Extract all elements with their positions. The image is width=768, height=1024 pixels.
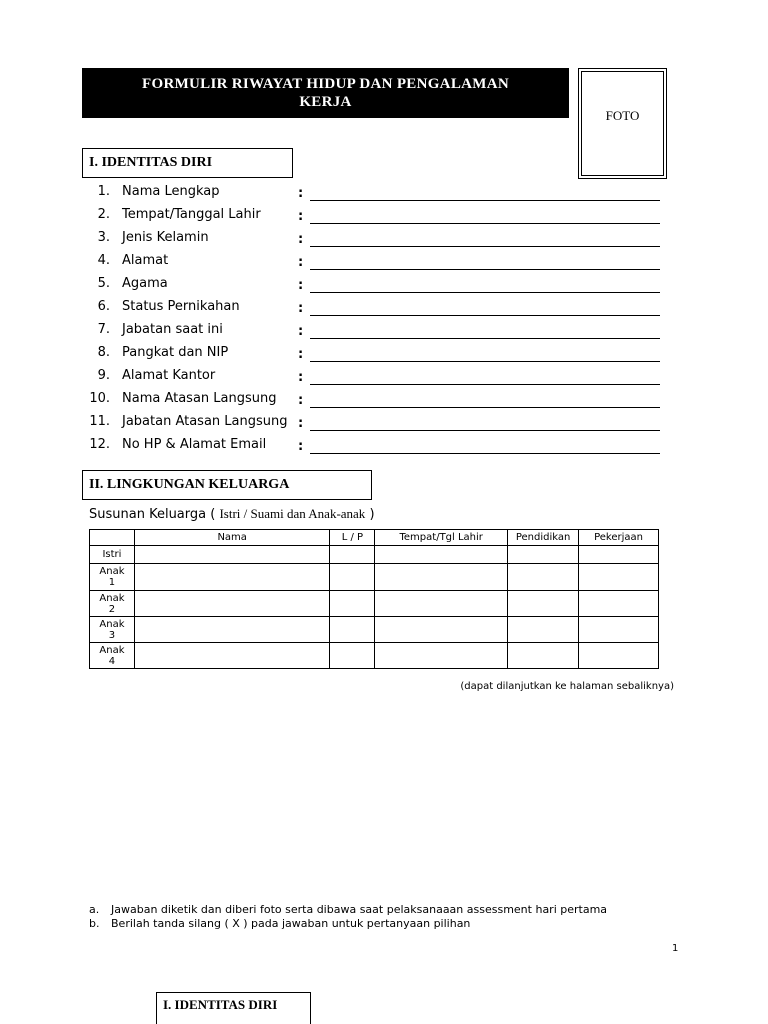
section-lingkungan-keluarga-heading: II. LINGKUNGAN KELUARGA bbox=[82, 470, 372, 500]
family-table-row bbox=[90, 564, 659, 591]
field-colon: : bbox=[298, 416, 304, 431]
family-table-cell[interactable] bbox=[508, 564, 579, 591]
footnote-mark: b. bbox=[89, 917, 100, 930]
footnote-item bbox=[89, 917, 470, 930]
photo-box bbox=[578, 68, 667, 179]
field-number: 10. bbox=[89, 391, 110, 406]
family-table-header-cell: L / P bbox=[330, 530, 375, 546]
field-label: Nama Atasan Langsung bbox=[122, 391, 277, 406]
field-answer-line[interactable] bbox=[310, 453, 660, 454]
field-number: 2. bbox=[97, 207, 110, 222]
family-table-cell[interactable] bbox=[579, 643, 659, 669]
family-table-cell[interactable] bbox=[375, 564, 508, 591]
family-table-body bbox=[90, 546, 659, 669]
field-number: 4. bbox=[97, 253, 110, 268]
family-table-cell[interactable] bbox=[330, 617, 375, 643]
field-number: 5. bbox=[97, 276, 110, 291]
family-member-label bbox=[90, 643, 135, 669]
family-table-cell[interactable] bbox=[330, 591, 375, 617]
family-table-cell[interactable] bbox=[579, 591, 659, 617]
identity-field-row bbox=[88, 322, 660, 345]
field-answer-line[interactable] bbox=[310, 315, 660, 316]
family-table-cell[interactable] bbox=[330, 546, 375, 564]
family-table-cell[interactable] bbox=[330, 643, 375, 669]
family-table-row bbox=[90, 617, 659, 643]
field-answer-line[interactable] bbox=[310, 269, 660, 270]
family-table-cell[interactable] bbox=[508, 591, 579, 617]
family-member-type: Istri bbox=[102, 549, 122, 560]
family-table-cell[interactable] bbox=[134, 546, 330, 564]
field-answer-line[interactable] bbox=[310, 338, 660, 339]
continue-note: (dapat dilanjutkan ke halaman sebaliknya) bbox=[460, 681, 674, 692]
field-colon: : bbox=[298, 232, 304, 247]
family-table-cell[interactable] bbox=[134, 617, 330, 643]
family-member-type: Anak bbox=[99, 618, 125, 630]
family-table-row bbox=[90, 591, 659, 617]
family-table-header bbox=[90, 530, 659, 546]
family-table-cell[interactable] bbox=[134, 643, 330, 669]
family-table-cell[interactable] bbox=[375, 617, 508, 643]
family-table-cell[interactable] bbox=[134, 591, 330, 617]
family-member-index: 4 bbox=[108, 655, 116, 667]
family-table-cell[interactable] bbox=[508, 546, 579, 564]
family-member-label bbox=[90, 617, 135, 643]
family-member-label bbox=[90, 591, 135, 617]
field-answer-line[interactable] bbox=[310, 223, 660, 224]
identity-field-row bbox=[88, 184, 660, 207]
field-answer-line[interactable] bbox=[310, 361, 660, 362]
family-table-cell[interactable] bbox=[579, 546, 659, 564]
family-member-type: Anak bbox=[99, 566, 125, 577]
field-number: 11. bbox=[89, 414, 110, 429]
field-label: Tempat/Tanggal Lahir bbox=[122, 207, 261, 222]
field-colon: : bbox=[298, 347, 304, 362]
identity-field-row bbox=[88, 230, 660, 253]
field-number: 6. bbox=[97, 299, 110, 314]
next-page-identitas-diri-heading: I. IDENTITAS DIRI bbox=[156, 992, 311, 1024]
form-title-line1: FORMULIR RIWAYAT HIDUP DAN PENGALAMAN bbox=[142, 76, 509, 92]
field-colon: : bbox=[298, 439, 304, 454]
field-colon: : bbox=[298, 393, 304, 408]
family-member-index: 1 bbox=[108, 577, 116, 588]
section-identitas-diri-heading: I. IDENTITAS DIRI bbox=[82, 148, 293, 178]
family-member-index: 3 bbox=[108, 629, 116, 641]
family-table-row bbox=[90, 643, 659, 669]
identity-field-row bbox=[88, 276, 660, 299]
family-table-cell[interactable] bbox=[508, 643, 579, 669]
field-answer-line[interactable] bbox=[310, 200, 660, 201]
field-answer-line[interactable] bbox=[310, 407, 660, 408]
family-member-label bbox=[90, 546, 135, 564]
family-table-cell[interactable] bbox=[375, 546, 508, 564]
field-colon: : bbox=[298, 209, 304, 224]
identity-field-row bbox=[88, 414, 660, 437]
field-number: 7. bbox=[97, 322, 110, 337]
field-label: Jenis Kelamin bbox=[122, 230, 209, 245]
field-label: Nama Lengkap bbox=[122, 184, 220, 199]
field-colon: : bbox=[298, 370, 304, 385]
field-answer-line[interactable] bbox=[310, 430, 660, 431]
page-number: 1 bbox=[672, 943, 679, 954]
identity-field-row bbox=[88, 368, 660, 391]
identity-field-row bbox=[88, 345, 660, 368]
family-table-cell[interactable] bbox=[375, 643, 508, 669]
footnote-text: Jawaban diketik dan diberi foto serta dibawa saat pelaksanaaan assessment hari pertama bbox=[111, 903, 608, 916]
family-member-index: 2 bbox=[108, 603, 116, 615]
form-title bbox=[82, 68, 569, 118]
identity-field-row bbox=[88, 391, 660, 414]
field-answer-line[interactable] bbox=[310, 246, 660, 247]
field-label: Jabatan Atasan Langsung bbox=[122, 414, 288, 429]
photo-label: FOTO bbox=[605, 108, 640, 123]
family-member-type: Anak bbox=[99, 592, 125, 604]
identity-field-row bbox=[88, 207, 660, 230]
family-subtitle-serif: Istri / Suami dan Anak-anak bbox=[219, 506, 366, 521]
family-member-type: Anak bbox=[99, 644, 125, 656]
field-answer-line[interactable] bbox=[310, 384, 660, 385]
footnote-mark: a. bbox=[89, 903, 100, 916]
family-table-cell[interactable] bbox=[579, 617, 659, 643]
family-table-header-cell: Pendidikan bbox=[508, 530, 579, 546]
field-number: 8. bbox=[97, 345, 110, 360]
field-colon: : bbox=[298, 324, 304, 339]
family-table-cell[interactable] bbox=[134, 564, 330, 591]
field-number: 1. bbox=[97, 184, 110, 199]
field-colon: : bbox=[298, 278, 304, 293]
field-number: 3. bbox=[97, 230, 110, 245]
family-table-row bbox=[90, 546, 659, 564]
family-table-cell[interactable] bbox=[508, 617, 579, 643]
family-member-label bbox=[90, 564, 135, 591]
family-table-cell[interactable] bbox=[330, 564, 375, 591]
family-subtitle-suffix: ) bbox=[365, 507, 375, 522]
family-subtitle-prefix: Susunan Keluarga ( bbox=[89, 507, 220, 522]
family-table-cell[interactable] bbox=[579, 564, 659, 591]
field-number: 9. bbox=[97, 368, 110, 383]
field-label: Agama bbox=[122, 276, 168, 291]
field-label: Jabatan saat ini bbox=[122, 322, 223, 337]
identity-field-row bbox=[88, 299, 660, 322]
identity-field-row bbox=[88, 253, 660, 276]
field-label: No HP & Alamat Email bbox=[122, 437, 267, 452]
field-colon: : bbox=[298, 301, 304, 316]
field-label: Alamat bbox=[122, 253, 169, 268]
field-label: Pangkat dan NIP bbox=[122, 345, 229, 360]
family-table-header-cell: Tempat/Tgl Lahir bbox=[375, 530, 508, 546]
identity-field-row bbox=[88, 437, 660, 460]
field-colon: : bbox=[298, 255, 304, 270]
field-label: Alamat Kantor bbox=[122, 368, 216, 383]
family-table-header-cell: Pekerjaan bbox=[579, 530, 659, 546]
field-answer-line[interactable] bbox=[310, 292, 660, 293]
field-colon: : bbox=[298, 186, 304, 201]
family-table bbox=[89, 529, 659, 669]
field-number: 12. bbox=[89, 437, 110, 452]
footnote-item bbox=[89, 903, 607, 916]
family-table-cell[interactable] bbox=[375, 591, 508, 617]
family-subtitle bbox=[89, 506, 375, 522]
family-table-header-cell bbox=[90, 530, 135, 546]
field-label: Status Pernikahan bbox=[122, 299, 240, 314]
family-table-header-cell: Nama bbox=[134, 530, 330, 546]
form-title-line2: KERJA bbox=[299, 94, 352, 110]
footnote-text: Berilah tanda silang ( X ) pada jawaban untuk pertanyaan pilihan bbox=[111, 917, 471, 930]
